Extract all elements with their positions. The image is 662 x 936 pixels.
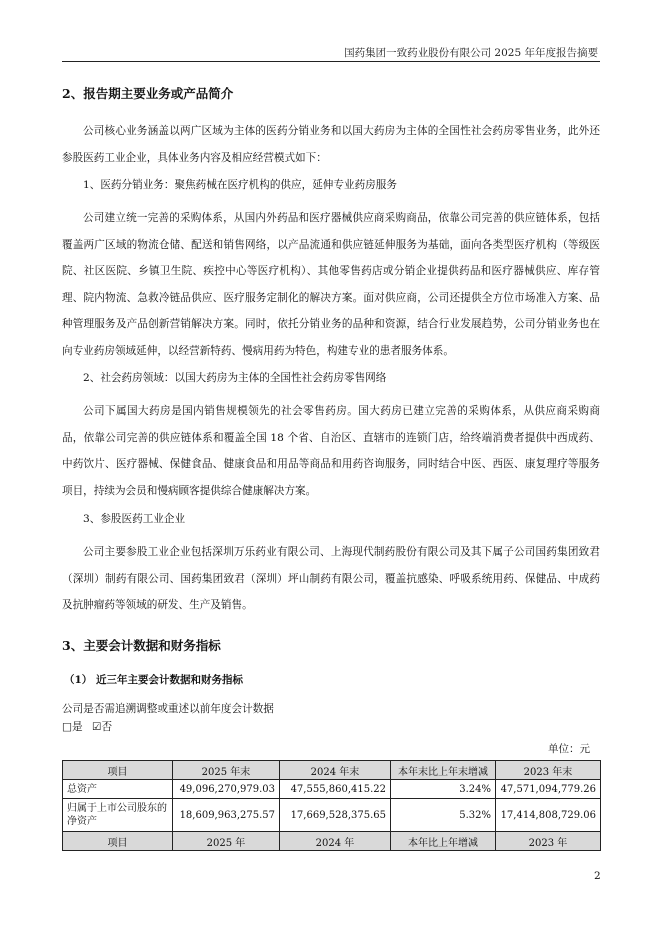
table-header-cell: 本年末比上年末增减 xyxy=(391,761,496,780)
table-cell: 47,555,860,415.22 xyxy=(280,780,391,799)
table-header-cell: 2025 年 xyxy=(173,832,280,851)
option-no: ☑否 xyxy=(91,721,113,733)
section-2-intro: 公司核心业务涵盖以两广区域为主体的医药分销业务和以国大药房为主体的全国性社会药房零售业务，此外还参股医药工业企业，具体业务内容及相应经营模式如下： xyxy=(62,125,600,164)
item-1-title: 1、医药分销业务：聚焦药械在医疗机构的供应，延伸专业药房服务 xyxy=(83,179,397,191)
item-1-text: 公司建立统一完善的采购体系，从国内外药品和医疗器械供应商采购商品，依靠公司完善的供应链体系，包括覆盖两广区域的物流仓储、配送和销售网络，以产品流通和供应链延伸服务为基础，面向各类型医疗机构（等级医院、社区医院、乡镇卫生院、疾控中心等医疗机构）、其他零售药店或分销企业提供药品和医疗器械供应、库存管理、院内物流、急救冷链品供应、医疗服务定制化的解决方案。面对供应商，公司还提供全方位市场准入方案、品种管理服务及产品创新营销解决方案。同时，依托分销业务的品种和资源，结合行业发展趋势，公司分销业务也在向专业药房领域延伸，以经营新特药、慢病用药为特色，构建专业的患者服务体系。 xyxy=(62,212,600,357)
unit-label: 单位：元 xyxy=(548,743,590,755)
section-2-heading: 2、报告期主要业务或产品简介 xyxy=(62,86,234,101)
section-3-heading: 3、主要会计数据和财务指标 xyxy=(62,638,221,653)
table-header-cell: 2024 年末 xyxy=(280,761,391,780)
table-header-row xyxy=(63,761,601,780)
table-header-cell: 项目 xyxy=(63,832,173,851)
table-header-cell: 2025 年末 xyxy=(173,761,280,780)
restatement-options xyxy=(62,719,112,734)
table-cell: 总资产 xyxy=(63,780,173,799)
restatement-question: 公司是否需追溯调整或重述以前年度会计数据 xyxy=(62,703,274,715)
table-header-cell: 2024 年 xyxy=(280,832,391,851)
item-3-title: 3、参股医药工业企业 xyxy=(83,513,186,525)
page-header xyxy=(62,42,600,62)
item-2-title: 2、社会药房领域：以国大药房为主体的全国性社会药房零售网络 xyxy=(83,372,387,384)
subsection-1-heading: （1） 近三年主要会计数据和财务指标 xyxy=(64,674,243,686)
item-3-text: 公司主要参股工业企业包括深圳万乐药业有限公司、上海现代制药股份有限公司及其下属子公司国药集团致君（深圳）制药有限公司、国药集团致君（深圳）坪山制药有限公司，覆盖抗感染、呼吸系统用药、保健品、中成药及抗肿瘤药等领域的研发、生产及销售。 xyxy=(62,546,600,611)
table-header-cell: 2023 年末 xyxy=(496,761,601,780)
table-cell: 49,096,270,979.03 xyxy=(173,780,280,799)
option-yes: □是 xyxy=(62,721,83,733)
table-row xyxy=(63,799,601,832)
table-row xyxy=(63,780,601,799)
table-cell: 17,414,808,729.06 xyxy=(496,799,601,832)
header-divider xyxy=(62,61,600,62)
table-cell: 17,669,528,375.65 xyxy=(280,799,391,832)
item-2-text: 公司下属国大药房是国内销售规模领先的社会零售药房。国大药房已建立完善的采购体系，从供应商采购商品，依靠公司完善的供应链体系和覆盖全国 18 个省、自治区、直辖市的连锁门店，给终端消费者提供中西成药、中药饮片、医疗器械、保健食品、健康食品和用品等商品和用药咨询服务，同时结合中医、西医、康复理疗等服务项目，持续为会员和慢病顾客提供综合健康解决方案。 xyxy=(62,405,600,497)
table-cell: 归属于上市公司股东的净资产 xyxy=(63,799,173,832)
table-cell: 47,571,094,779.26 xyxy=(496,780,601,799)
table-header-cell: 项目 xyxy=(63,761,173,780)
report-title: 国药集团一致药业股份有限公司 2025 年年度报告摘要 xyxy=(344,47,598,59)
table-footer-row xyxy=(63,832,601,851)
table-header-cell: 本年比上年增减 xyxy=(391,832,496,851)
page-number: 2 xyxy=(594,870,601,882)
table-header-cell: 2023 年 xyxy=(496,832,601,851)
table-cell: 3.24% xyxy=(391,780,496,799)
table-cell: 5.32% xyxy=(391,799,496,832)
table-cell: 18,609,963,275.57 xyxy=(173,799,280,832)
financial-data-table xyxy=(62,760,601,851)
